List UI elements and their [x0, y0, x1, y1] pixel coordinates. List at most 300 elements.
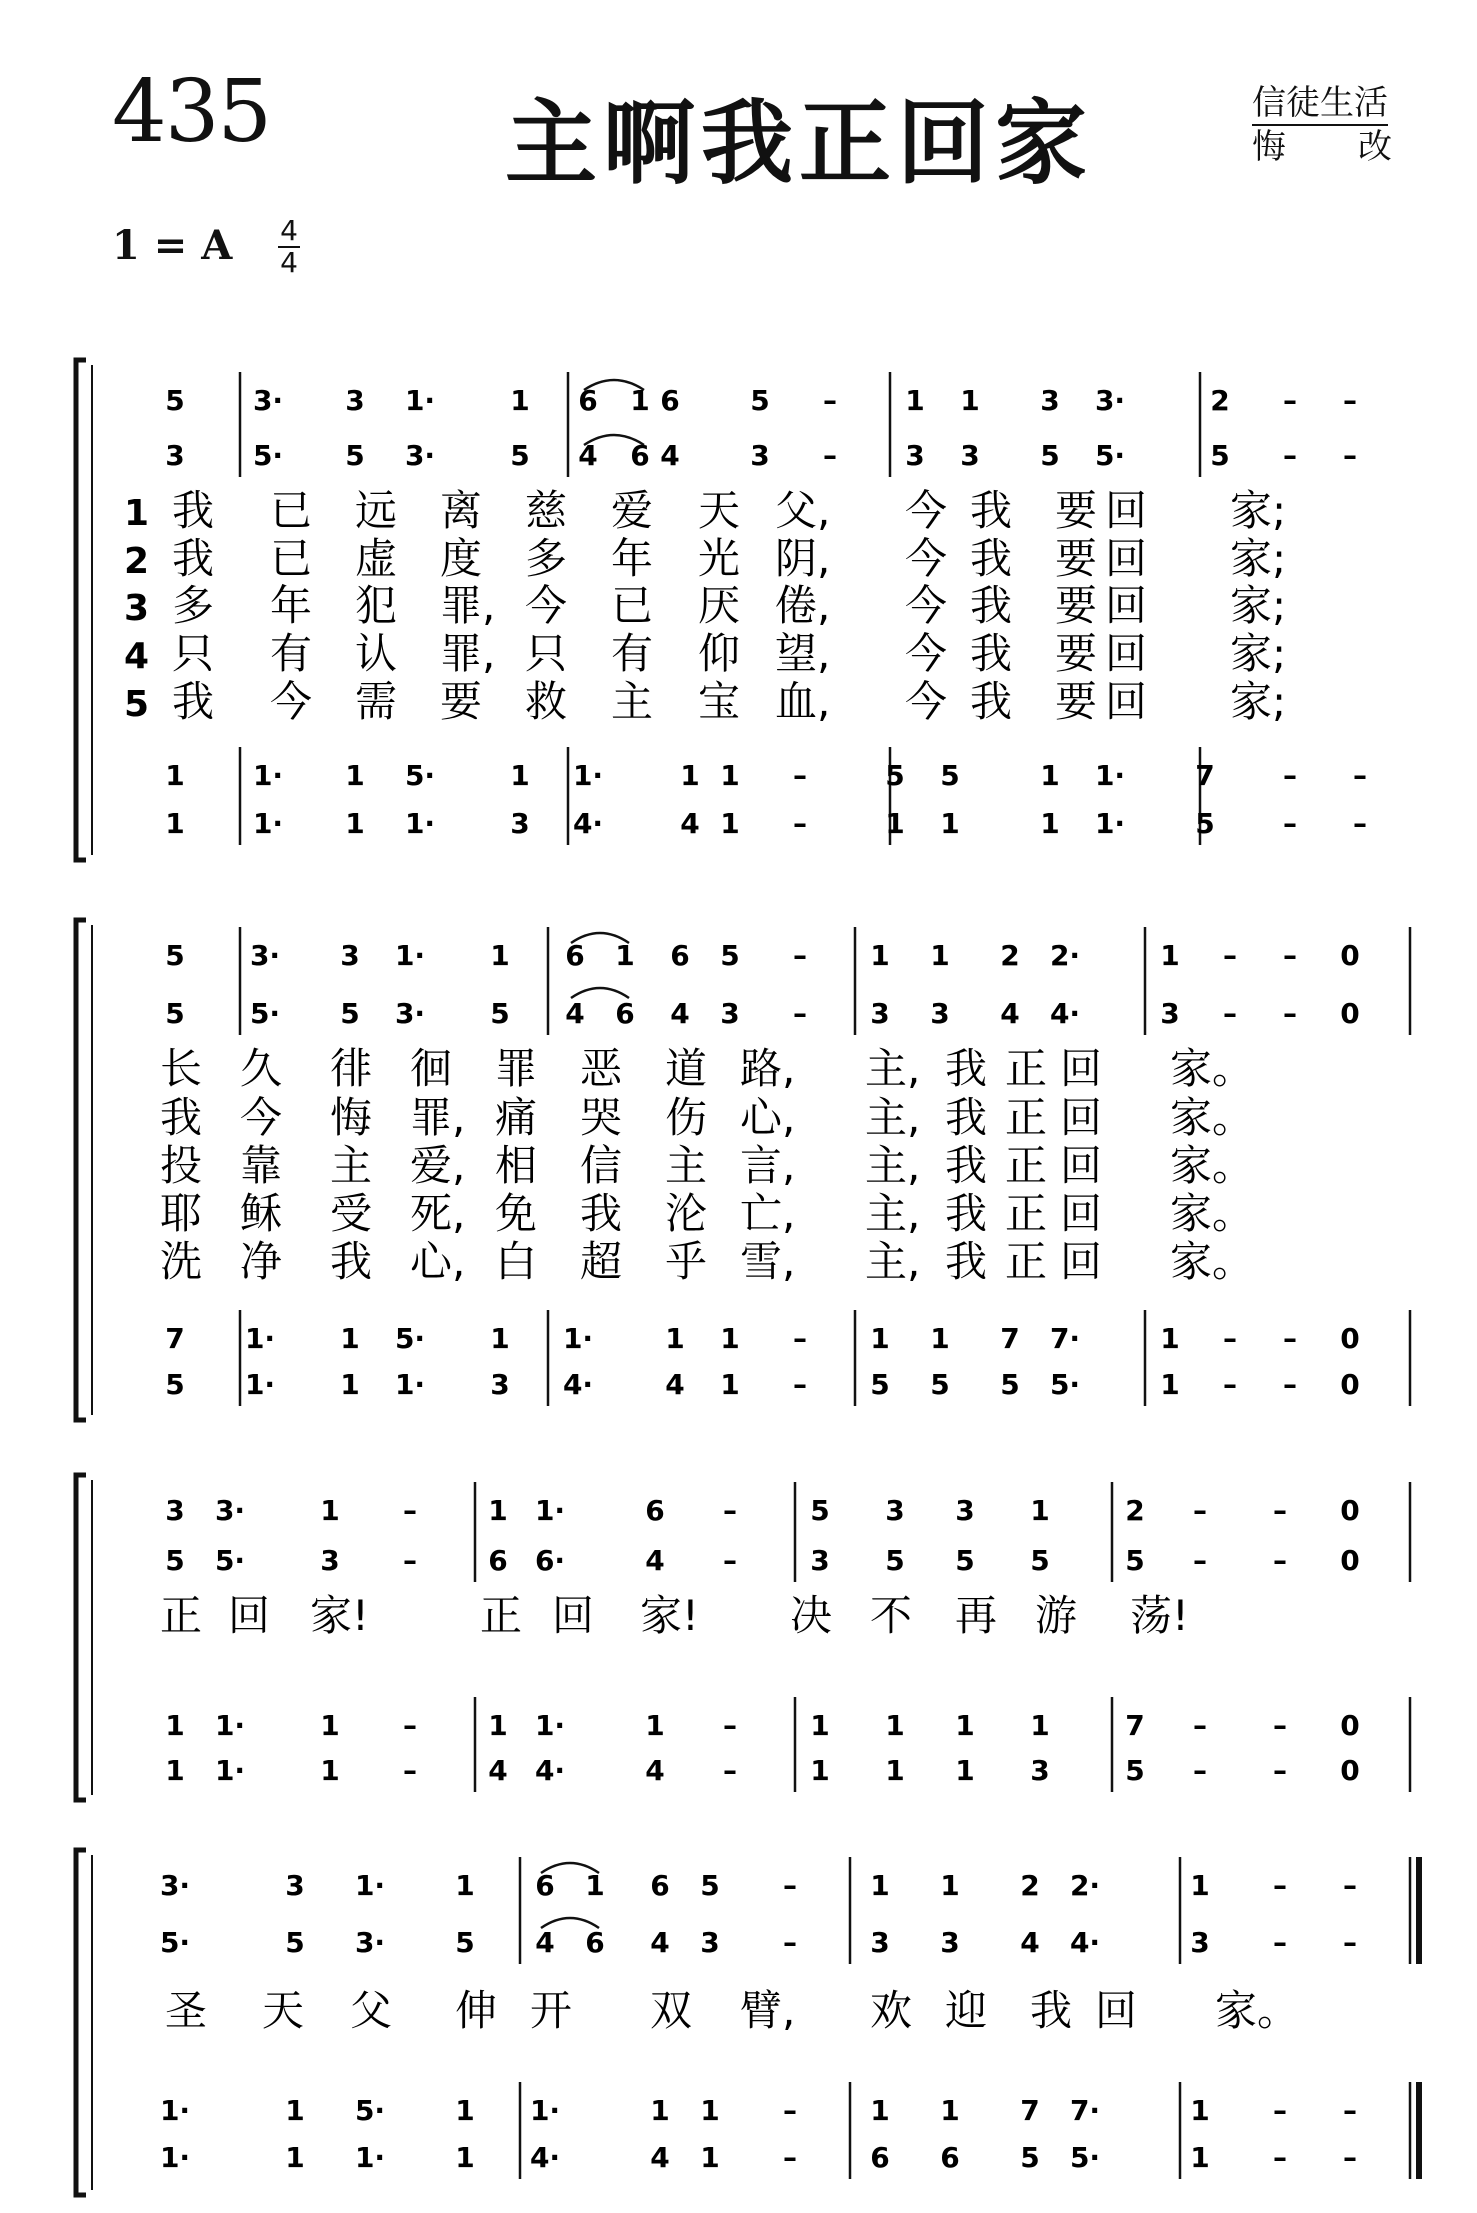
note: 6 [585, 1926, 605, 1959]
note: 4 [645, 1754, 665, 1787]
hold-dash: – [1283, 807, 1297, 840]
lyric-syllable: 要 [440, 677, 483, 726]
lyric-syllable: 望, [775, 629, 831, 678]
lyric-syllable: 信 [580, 1141, 623, 1190]
note: 1· [572, 759, 604, 792]
lyric-syllable: 家。 [1170, 1093, 1255, 1142]
hold-dash: – [403, 1754, 417, 1787]
lyric-syllable: 回 [552, 1591, 595, 1640]
note: 1· [394, 1368, 426, 1401]
lyric-syllable: 臂, [740, 1986, 796, 2035]
note: 1 [1160, 939, 1180, 972]
lyric-syllable: 回 [1060, 1093, 1103, 1142]
note: 1 [510, 384, 530, 417]
note: 3· [404, 439, 436, 472]
lyric-syllable: 主 [665, 1141, 708, 1190]
credit-category-a: 悔 [1252, 127, 1286, 167]
note: 1 [645, 1709, 665, 1742]
verse-number: 2 [124, 541, 150, 582]
note: 4 [1000, 997, 1020, 1030]
note: 1· [244, 1322, 276, 1355]
hold-dash: – [1343, 1869, 1357, 1902]
note: 1 [630, 384, 650, 417]
note: 5 [1030, 1544, 1050, 1577]
note: 4· [534, 1754, 566, 1787]
lyric-syllable: 宝 [698, 677, 741, 726]
note: 1· [1094, 759, 1126, 792]
lyric-syllable: 耶 [160, 1189, 203, 1238]
note: 5 [340, 997, 360, 1030]
lyric-syllable: 受 [330, 1189, 373, 1238]
lyric-syllable: 要 [1055, 629, 1098, 678]
hold-dash: – [1273, 2094, 1287, 2127]
hold-dash: – [1353, 807, 1367, 840]
note: 5 [930, 1368, 950, 1401]
hold-dash: – [1353, 759, 1367, 792]
note: 1 [885, 807, 905, 840]
hold-dash: – [793, 939, 807, 972]
lyric-syllable: 远 [355, 486, 398, 535]
hold-dash: – [1343, 384, 1357, 417]
lyric-syllable: 我 [970, 486, 1013, 535]
lyric-syllable: 死, [410, 1189, 466, 1238]
lyric-syllable: 迎 [945, 1986, 988, 2035]
lyric-syllable: 荡! [1130, 1591, 1189, 1640]
lyric-syllable: 心, [740, 1093, 796, 1142]
lyric-syllable: 我 [970, 629, 1013, 678]
hold-dash: – [1343, 1926, 1357, 1959]
verse-number: 5 [124, 684, 150, 725]
note: 3 [960, 439, 980, 472]
note: 1 [320, 1754, 340, 1787]
note: 3 [345, 384, 365, 417]
lyric-syllable: 主, [865, 1141, 921, 1190]
hymn-title: 主啊我正回家 [505, 89, 1094, 197]
lyric-syllable: 不 [870, 1591, 913, 1640]
note: 3 [720, 997, 740, 1030]
note: 7· [1069, 2094, 1101, 2127]
lyric-syllable: 回 [1105, 677, 1148, 726]
note: 4· [529, 2141, 561, 2174]
lyric-syllable: 已 [611, 581, 654, 630]
note: 3 [955, 1494, 975, 1527]
note: 1 [930, 1322, 950, 1355]
lyric-syllable: 我 [172, 677, 215, 726]
note: 5· [249, 997, 281, 1030]
hold-dash: – [1283, 384, 1297, 417]
lyric-syllable: 家! [640, 1591, 699, 1640]
lyric-syllable: 家; [1230, 629, 1287, 678]
lyric-syllable: 家; [1230, 486, 1287, 535]
note: 6 [615, 997, 635, 1030]
lyric-syllable: 正 [160, 1591, 203, 1640]
hold-dash: – [723, 1709, 737, 1742]
hold-dash: – [1193, 1494, 1207, 1527]
note: 6 [660, 384, 680, 417]
hold-dash: – [1193, 1709, 1207, 1742]
hold-dash: – [1273, 1494, 1287, 1527]
rest-note: 0 [1340, 1544, 1360, 1577]
note: 1 [165, 1754, 185, 1787]
lyric-syllable: 回 [1095, 1986, 1138, 2035]
note: 6 [578, 384, 598, 417]
lyric-syllable: 有 [270, 629, 313, 678]
lyric-syllable: 我 [330, 1237, 373, 1286]
note: 6 [565, 939, 585, 972]
note: 1 [1190, 2141, 1210, 2174]
note: 5 [1125, 1544, 1145, 1577]
note: 4· [572, 807, 604, 840]
lyric-syllable: 要 [1055, 486, 1098, 535]
rest-note: 0 [1340, 997, 1360, 1030]
system-bracket [76, 920, 86, 1420]
note: 1 [488, 1494, 508, 1527]
note: 5· [252, 439, 284, 472]
lyric-syllable: 主, [865, 1237, 921, 1286]
lyric-syllable: 伤 [665, 1093, 708, 1142]
lyric-syllable: 我 [160, 1093, 203, 1142]
lyric-syllable: 离 [440, 486, 483, 535]
note: 1· [159, 2141, 191, 2174]
note: 1 [1040, 759, 1060, 792]
lyric-syllable: 家; [1230, 534, 1287, 583]
note: 7 [1020, 2094, 1040, 2127]
note: 1 [870, 939, 890, 972]
lyric-syllable: 主, [865, 1189, 921, 1238]
note: 2 [1125, 1494, 1145, 1527]
rest-note: 0 [1340, 1494, 1360, 1527]
lyric-syllable: 光 [698, 534, 741, 583]
note: 5 [750, 384, 770, 417]
note: 4 [665, 1368, 685, 1401]
lyric-syllable: 稣 [240, 1189, 283, 1238]
note: 2 [1000, 939, 1020, 972]
lyric-syllable: 我 [172, 534, 215, 583]
hold-dash: – [1273, 1869, 1287, 1902]
lyric-syllable: 洗 [160, 1237, 203, 1286]
note: 1 [320, 1709, 340, 1742]
note: 1 [1190, 1869, 1210, 1902]
lyric-syllable: 要 [1055, 581, 1098, 630]
lyric-syllable: 决 [790, 1591, 833, 1640]
note: 1 [940, 2094, 960, 2127]
note: 6 [870, 2141, 890, 2174]
note: 3 [285, 1869, 305, 1902]
note: 1 [585, 1869, 605, 1902]
rest-note: 0 [1340, 939, 1360, 972]
hymn-number: 435 [112, 62, 271, 162]
note: 4 [680, 807, 700, 840]
note: 1 [885, 1754, 905, 1787]
note: 1 [1190, 2094, 1210, 2127]
lyric-syllable: 需 [355, 677, 398, 726]
note: 1· [404, 384, 436, 417]
lyric-syllable: 悔 [330, 1093, 373, 1142]
note: 1· [354, 1869, 386, 1902]
hold-dash: – [1223, 1322, 1237, 1355]
hold-dash: – [823, 384, 837, 417]
verse-number: 4 [124, 636, 150, 677]
note: 3 [1190, 1926, 1210, 1959]
note: 5 [1040, 439, 1060, 472]
note: 5· [404, 759, 436, 792]
note: 1 [960, 384, 980, 417]
hold-dash: – [1273, 1754, 1287, 1787]
note: 1 [285, 2094, 305, 2127]
lyric-syllable: 双 [650, 1986, 693, 2035]
note: 3 [870, 997, 890, 1030]
note: 3· [1094, 384, 1126, 417]
lyric-syllable: 多 [525, 534, 568, 583]
note: 5 [955, 1544, 975, 1577]
lyric-syllable: 度 [440, 534, 483, 583]
lyric-syllable: 家。 [1170, 1141, 1255, 1190]
lyric-syllable: 回 [1105, 629, 1148, 678]
lyric-syllable: 开 [530, 1986, 573, 2035]
rest-note: 0 [1340, 1368, 1360, 1401]
lyric-syllable: 家! [310, 1591, 369, 1640]
note: 1 [955, 1709, 975, 1742]
note: 3 [1030, 1754, 1050, 1787]
note: 5· [394, 1322, 426, 1355]
note: 1 [455, 2094, 475, 2127]
lyric-syllable: 久 [240, 1044, 283, 1093]
note: 1· [252, 759, 284, 792]
hold-dash: – [1223, 1368, 1237, 1401]
hold-dash: – [783, 1869, 797, 1902]
lyric-syllable: 回 [1060, 1141, 1103, 1190]
hold-dash: – [793, 997, 807, 1030]
hold-dash: – [1283, 759, 1297, 792]
lyric-syllable: 今 [905, 581, 948, 630]
lyric-syllable: 恶 [580, 1044, 623, 1093]
lyric-syllable: 家; [1230, 581, 1287, 630]
note: 1 [615, 939, 635, 972]
note: 1 [490, 1322, 510, 1355]
note: 5 [165, 1544, 185, 1577]
note: 5 [345, 439, 365, 472]
lyric-syllable: 我 [172, 486, 215, 535]
lyric-syllable: 要 [1055, 677, 1098, 726]
note: 6 [670, 939, 690, 972]
note: 1· [214, 1709, 246, 1742]
lyric-syllable: 爱 [611, 486, 654, 535]
lyric-syllable: 投 [160, 1141, 203, 1190]
note: 4 [565, 997, 585, 1030]
hold-dash: – [793, 1368, 807, 1401]
lyric-syllable: 回 [1060, 1189, 1103, 1238]
lyric-syllable: 我 [970, 581, 1013, 630]
system-bracket [76, 360, 86, 860]
note: 6 [650, 1869, 670, 1902]
note: 4 [660, 439, 680, 472]
hold-dash: – [823, 439, 837, 472]
lyric-syllable: 正 [1005, 1237, 1048, 1286]
note: 1 [905, 384, 925, 417]
hold-dash: – [723, 1754, 737, 1787]
key-signature: 1 = A [112, 222, 233, 269]
note: 3 [930, 997, 950, 1030]
lyric-syllable: 正 [1005, 1141, 1048, 1190]
hold-dash: – [403, 1709, 417, 1742]
hold-dash: – [723, 1494, 737, 1527]
hold-dash: – [1283, 1322, 1297, 1355]
lyric-syllable: 徊 [410, 1044, 453, 1093]
note: 1 [870, 1869, 890, 1902]
rest-note: 0 [1340, 1709, 1360, 1742]
lyric-syllable: 只 [525, 629, 568, 678]
note: 3 [700, 1926, 720, 1959]
note: 3· [249, 939, 281, 972]
note: 5 [285, 1926, 305, 1959]
note: 1 [700, 2094, 720, 2127]
lyric-syllable: 年 [611, 534, 654, 583]
note: 5· [1069, 2141, 1101, 2174]
note: 1 [490, 939, 510, 972]
note: 1 [1160, 1322, 1180, 1355]
note: 2 [1020, 1869, 1040, 1902]
lyric-syllable: 白 [495, 1237, 538, 1286]
note: 5 [165, 384, 185, 417]
note: 1· [534, 1709, 566, 1742]
hold-dash: – [1273, 1709, 1287, 1742]
time-signature-top: 4 [280, 214, 298, 247]
note: 3· [394, 997, 426, 1030]
lyric-syllable: 回 [1060, 1237, 1103, 1286]
note: 1 [165, 1709, 185, 1742]
note: 4· [562, 1368, 594, 1401]
note: 1 [1030, 1709, 1050, 1742]
lyric-syllable: 父 [350, 1986, 393, 2035]
note: 4 [535, 1926, 555, 1959]
note: 5 [700, 1869, 720, 1902]
note: 5 [810, 1494, 830, 1527]
hold-dash: – [1283, 997, 1297, 1030]
hold-dash: – [1223, 939, 1237, 972]
lyric-syllable: 超 [580, 1237, 623, 1286]
note: 5 [165, 939, 185, 972]
note: 3 [905, 439, 925, 472]
lyric-syllable: 正 [1005, 1189, 1048, 1238]
note: 5· [159, 1926, 191, 1959]
credit-category-b: 改 [1358, 127, 1392, 167]
lyric-syllable: 回 [1060, 1044, 1103, 1093]
hold-dash: – [793, 807, 807, 840]
note: 1 [720, 807, 740, 840]
lyric-syllable: 家。 [1170, 1237, 1255, 1286]
note: 3· [252, 384, 284, 417]
credit-source: 信徒生活 [1252, 82, 1388, 126]
note: 1· [354, 2141, 386, 2174]
lyric-syllable: 虚 [355, 534, 398, 583]
verse-number: 1 [124, 493, 150, 534]
note: 1· [214, 1754, 246, 1787]
lyric-syllable: 相 [495, 1141, 538, 1190]
hold-dash: – [783, 2141, 797, 2174]
note: 1 [955, 1754, 975, 1787]
note: 5 [1020, 2141, 1040, 2174]
lyric-syllable: 今 [525, 581, 568, 630]
note: 1 [1160, 1368, 1180, 1401]
lyric-syllable: 乎 [665, 1237, 708, 1286]
lyric-syllable: 游 [1035, 1591, 1078, 1640]
note: 6 [630, 439, 650, 472]
note: 4 [650, 1926, 670, 1959]
lyric-syllable: 家; [1230, 677, 1287, 726]
lyric-syllable: 主, [865, 1093, 921, 1142]
note: 3 [750, 439, 770, 472]
note: 1· [159, 2094, 191, 2127]
lyric-syllable: 徘 [330, 1044, 373, 1093]
lyric-syllable: 靠 [240, 1141, 283, 1190]
lyric-syllable: 我 [580, 1189, 623, 1238]
note: 1 [488, 1709, 508, 1742]
note: 7 [1125, 1709, 1145, 1742]
note: 5 [720, 939, 740, 972]
note: 5 [885, 759, 905, 792]
lyric-syllable: 今 [905, 534, 948, 583]
rest-note: 0 [1340, 1754, 1360, 1787]
note: 3 [940, 1926, 960, 1959]
lyric-syllable: 圣 [165, 1986, 208, 2035]
note: 7 [1000, 1322, 1020, 1355]
note: 1 [1040, 807, 1060, 840]
lyric-syllable: 救 [525, 677, 568, 726]
lyric-syllable: 回 [1105, 486, 1148, 535]
hold-dash: – [723, 1544, 737, 1577]
note: 3 [510, 807, 530, 840]
note: 1 [165, 807, 185, 840]
note: 5 [510, 439, 530, 472]
hold-dash: – [1273, 1926, 1287, 1959]
lyric-syllable: 正 [1005, 1044, 1048, 1093]
lyric-syllable: 阴, [775, 534, 831, 583]
note: 1 [930, 939, 950, 972]
note: 4· [1069, 1926, 1101, 1959]
lyric-syllable: 只 [172, 629, 215, 678]
note: 5· [354, 2094, 386, 2127]
note: 5 [455, 1926, 475, 1959]
lyric-syllable: 再 [955, 1591, 998, 1640]
note: 1 [345, 807, 365, 840]
lyric-syllable: 罪 [495, 1044, 538, 1093]
note: 5 [1210, 439, 1230, 472]
note: 1 [870, 2094, 890, 2127]
note: 5· [214, 1544, 246, 1577]
note: 6· [534, 1544, 566, 1577]
note: 3 [810, 1544, 830, 1577]
note: 1 [285, 2141, 305, 2174]
lyric-syllable: 认 [355, 629, 398, 678]
note: 4 [1020, 1926, 1040, 1959]
note: 1· [394, 939, 426, 972]
lyric-syllable: 今 [905, 677, 948, 726]
lyric-syllable: 沦 [665, 1189, 708, 1238]
note: 3 [870, 1926, 890, 1959]
note: 5 [1195, 807, 1215, 840]
lyric-syllable: 回 [1105, 581, 1148, 630]
hold-dash: – [793, 1322, 807, 1355]
note: 4 [488, 1754, 508, 1787]
lyric-syllable: 雪, [740, 1237, 796, 1286]
lyric-syllable: 免 [495, 1189, 538, 1238]
note: 1 [650, 2094, 670, 2127]
note: 7· [1049, 1322, 1081, 1355]
lyric-syllable: 今 [270, 677, 313, 726]
lyric-syllable: 爱, [410, 1141, 466, 1190]
lyric-syllable: 我 [945, 1189, 988, 1238]
verse-number: 3 [124, 588, 150, 629]
